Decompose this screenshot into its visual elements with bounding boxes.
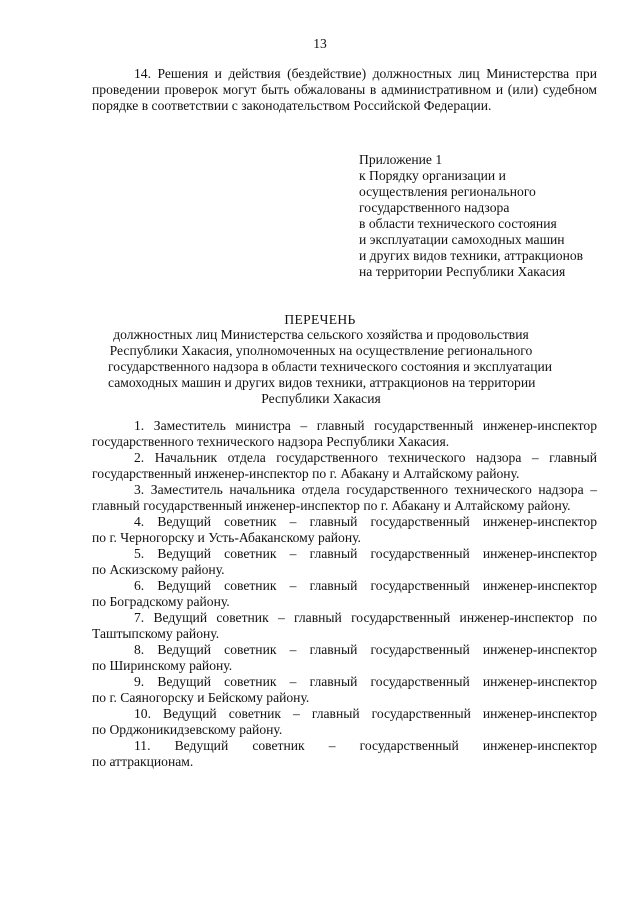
- list-item: 10. Ведущий советник – главный государственный инженер-инспектор по Орджоникидзевскому району.: [92, 706, 597, 737]
- appendix-header: [359, 152, 609, 280]
- list-item: 4. Ведущий советник – главный государственный инженер-инспектор по г. Черногорску и Усть-Абаканскому району.: [92, 514, 597, 545]
- appendix-line: и других видов техники, аттракционов: [359, 248, 584, 263]
- document-subtitle: [108, 327, 553, 407]
- subtitle-line: государственного надзора в области технического состояния и эксплуатации: [108, 359, 553, 374]
- list-item: 2. Начальник отдела государственного технического надзора – главный государственный инженер-инспектор по г. Абакану и Алтайскому району.: [92, 450, 597, 481]
- appendix-line: осуществления регионального: [359, 184, 536, 199]
- list-item: 6. Ведущий советник – главный государственный инженер-инспектор по Боградскому району.: [92, 578, 597, 609]
- appendix-line: Приложение 1: [359, 152, 443, 167]
- subtitle-line: Республики Хакасия, уполномоченных на осуществление регионального: [109, 343, 533, 358]
- list-item: 8. Ведущий советник – главный государственный инженер-инспектор по Ширинскому району.: [92, 642, 597, 673]
- list-item: 11. Ведущий советник – государственный инженер-инспектор по аттракционам.: [92, 738, 597, 769]
- appendix-line: в области технического состояния: [359, 216, 557, 231]
- appendix-line: на территории Республики Хакасия: [359, 264, 566, 279]
- list-item: 7. Ведущий советник – главный государственный инженер-инспектор по Таштыпскому району.: [92, 610, 597, 641]
- subtitle-line: должностных лиц Министерства сельского хозяйства и продовольствия: [113, 327, 529, 342]
- official-list: [92, 418, 597, 770]
- appendix-line: и эксплуатации самоходных машин: [359, 232, 565, 247]
- list-item: 9. Ведущий советник – главный государственный инженер-инспектор по г. Саяногорску и Бейскому району.: [92, 674, 597, 705]
- list-item: 3. Заместитель начальника отдела государственного технического надзора – главный государственный инженер-инспектор по г. Абакану и Алтайскому району.: [92, 482, 597, 513]
- page-number: 13: [313, 36, 327, 51]
- appendix-line: государственного надзора: [359, 200, 510, 215]
- paragraph-14: 14. Решения и действия (бездействие) должностных лиц Министерства при проведении проверок могут быть обжалованы в административном и (или) судебном порядке в соответствии с законодательством Российской Федерации.: [92, 66, 597, 113]
- subtitle-line: Республики Хакасия: [261, 391, 381, 406]
- appendix-line: к Порядку организации и: [359, 168, 506, 183]
- list-item: 5. Ведущий советник – главный государственный инженер-инспектор по Аскизскому району.: [92, 546, 597, 577]
- list-item: 1. Заместитель министра – главный государственный инженер-инспектор государственного технического надзора Республики Хакасия.: [92, 418, 597, 449]
- document-title: ПЕРЕЧЕНЬ: [284, 312, 356, 327]
- subtitle-line: самоходных машин и других видов техники, аттракционов на территории: [108, 375, 536, 390]
